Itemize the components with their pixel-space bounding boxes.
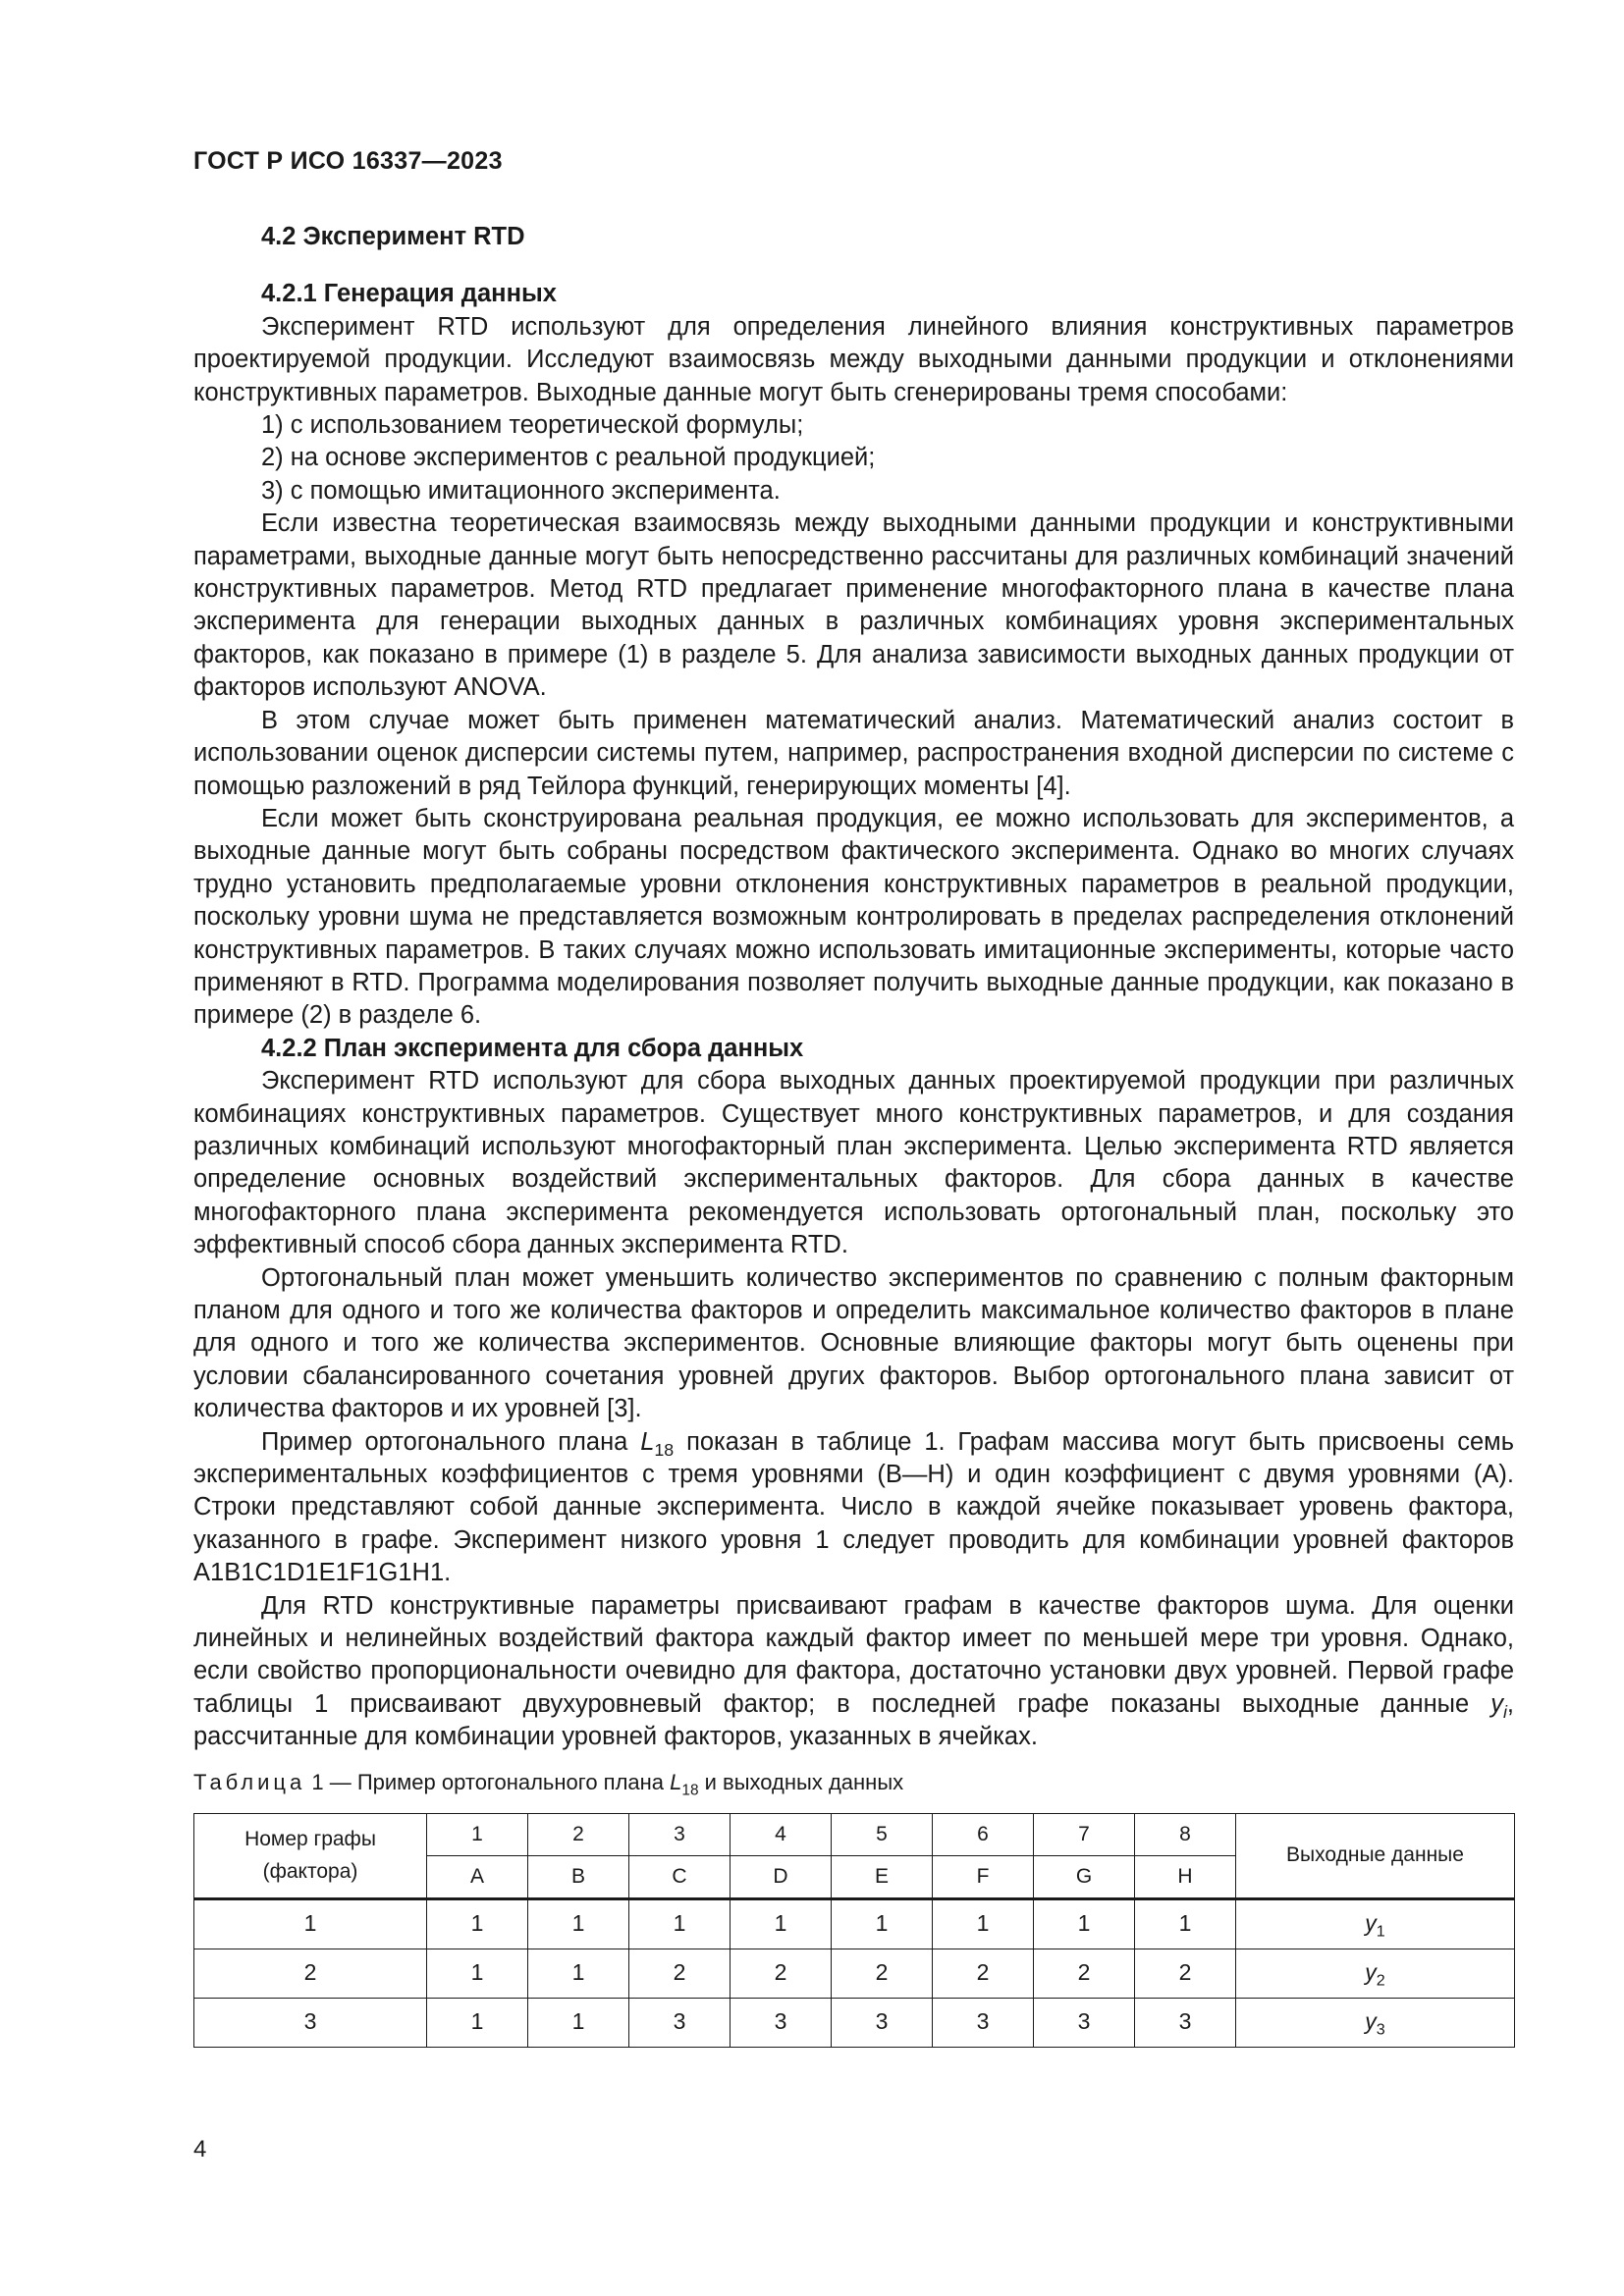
col-letter-cell: G: [1034, 1855, 1135, 1898]
paragraph: Эксперимент RTD используют для сбора выходных данных проектируемой продукции при различных комбинациях конструктивных параметров. Существует много конструктивных параметров, и для создания различных комбинаций используют многофакторный план эксперимента. Целью эксперимента RTD является определение основных воздействий экспериментальных факторов. Для сбора данных в качестве многофакторного плана эксперимента рекомендуется использовать ортогональный план, поскольку это эффективный способ сбора данных эксперимента RTD.: [193, 1067, 1514, 1259]
table-cell: 1: [528, 1998, 629, 2047]
paragraph: [193, 1426, 1514, 1590]
section-4-2-1-title: 4.2.1 Генерация данных: [261, 280, 557, 308]
output-subscript: 1: [1376, 1923, 1385, 1942]
table-cell: 1: [1034, 1898, 1135, 1949]
row-number-cell: 1: [194, 1898, 427, 1949]
math-subscript: 18: [681, 1782, 699, 1799]
text-fragment: Пример ортогонального плана: [261, 1427, 641, 1456]
math-symbol: L: [640, 1427, 655, 1456]
col-number-cell: 8: [1135, 1813, 1236, 1855]
math-symbol: y: [1490, 1689, 1503, 1718]
paragraph: В этом случае может быть применен математический анализ. Математический анализ состоит в использовании оценок дисперсии системы путем, например, распространения входной дисперсии по системе с помощью разложений в ряд Тейлора функций, генерирующих моменты [4].: [193, 706, 1514, 800]
table-cell: 1: [427, 1898, 528, 1949]
table-cell: 3: [1034, 1998, 1135, 2047]
column-header-output: Выходные данные: [1236, 1813, 1515, 1898]
table-cell: 3: [933, 1998, 1034, 2047]
list-item: 2) на основе экспериментов с реальной продукцией;: [261, 444, 876, 472]
col-letter-cell: F: [933, 1855, 1034, 1898]
table-row: [194, 1949, 1515, 1998]
paragraph: [193, 1590, 1514, 1754]
table-row: [194, 1898, 1515, 1949]
row-number-cell: 2: [194, 1949, 427, 1998]
table-cell: 3: [1135, 1998, 1236, 2047]
table-cell: 1: [933, 1898, 1034, 1949]
col-letter-cell: B: [528, 1855, 629, 1898]
output-cell: [1236, 1998, 1515, 2047]
col-number-cell: 2: [528, 1813, 629, 1855]
page-number: 4: [193, 2136, 207, 2163]
table-cell: 3: [731, 1998, 832, 2047]
col-number-cell: 7: [1034, 1813, 1135, 1855]
col-number-cell: 3: [629, 1813, 731, 1855]
math-symbol: L: [670, 1769, 682, 1794]
col-number-cell: 1: [427, 1813, 528, 1855]
col-letter-cell: E: [832, 1855, 933, 1898]
paragraph: Если может быть сконструирована реальная продукция, ее можно использовать для экспериментов, а выходные данные могут быть собраны посредством фактического эксперимента. Однако во многих случаях трудно установить предполагаемые уровни отклонения конструктивных параметров в реальной продукции, поскольку уровни шума не представляется возможным контролировать в пределах распределения отклонений конструктивных параметров. В таких случаях можно использовать имитационные эксперименты, которые часто применяют в RTD. Программа моделирования позволяет получить выходные данные продукции, как показано в примере (2) в разделе 6.: [193, 804, 1514, 1030]
output-symbol: y: [1365, 1959, 1377, 1986]
section-4-2-title: 4.2 Эксперимент RTD: [261, 223, 525, 250]
table-cell: 1: [832, 1898, 933, 1949]
col-letter-cell: H: [1135, 1855, 1236, 1898]
paragraph: Эксперимент RTD используют для определения линейного влияния конструктивных параметров проектируемой продукции. Исследуют взаимосвязь между выходными данными продукции и отклонениями конструктивных параметров. Выходные данные могут быть сгенерированы тремя способами:: [193, 312, 1514, 406]
output-subscript: 2: [1376, 1972, 1385, 1991]
col-letter-cell: D: [731, 1855, 832, 1898]
table-cell: 2: [832, 1949, 933, 1998]
caption-word: Таблица: [193, 1769, 306, 1794]
table-cell: 1: [427, 1998, 528, 2047]
orthogonal-plan-table: [193, 1813, 1515, 2048]
table-cell: 1: [731, 1898, 832, 1949]
table-cell: 2: [1135, 1949, 1236, 1998]
output-cell: [1236, 1949, 1515, 1998]
table-cell: 2: [629, 1949, 731, 1998]
table-header-row: [194, 1813, 1515, 1855]
paragraph: Если известна теоретическая взаимосвязь между выходными данными продукции и конструктивными параметрами, выходные данные могут быть непосредственно рассчитаны для различных комбинаций значений конструктивных параметров. Метод RTD предлагает применение многофакторного плана в качестве плана эксперимента для генерации выходных данных в различных комбинациях уровня экспериментальных факторов, как показано в примере (1) в разделе 5. Для анализа зависимости выходных данных продукции от факторов используют ANOVA.: [193, 509, 1514, 702]
text-fragment: показан в таблице 1. Графам массива могут быть присвоены семь экспериментальных коэффициентов с тремя уровнями (B—H) и один коэффициент с двумя уровнями (A). Строки представляют собой данные эксперимента. Число в каждой ячейке показывает уровень фактора, указанного в графе. Эксперимент низкого уровня 1 следует проводить для комбинации уровней факторов A1B1C1D1E1F1G1H1.: [193, 1427, 1514, 1587]
list-item: 3) с помощью имитационного эксперимента.: [261, 476, 781, 505]
text-fragment: , рассчитанные для комбинации уровней факторов, указанных в ячейках.: [193, 1689, 1514, 1751]
text-fragment: Для RTD конструктивные параметры присваивают графам в качестве факторов шума. Для оценки линейных и нелинейных воздействий фактора каждый фактор имеет по меньшей мере три уровня. Однако, если свойство пропорциональности очевидно для фактора, достаточно установки двух уровней. Первой графе таблицы 1 присваивают двухуровневый фактор; в последней графе показаны выходные данные: [193, 1591, 1514, 1718]
table-cell: 1: [1135, 1898, 1236, 1949]
table-cell: 3: [629, 1998, 731, 2047]
table-cell: 2: [933, 1949, 1034, 1998]
document-id-header: ГОСТ Р ИСО 16337—2023: [193, 147, 503, 175]
table-cell: 1: [528, 1949, 629, 1998]
table-cell: 3: [832, 1998, 933, 2047]
caption-text: и выходных данных: [698, 1769, 904, 1794]
caption-text: 1 — Пример ортогонального плана: [305, 1769, 671, 1794]
table-cell: 2: [731, 1949, 832, 1998]
col-number-cell: 6: [933, 1813, 1034, 1855]
list-item: 1) с использованием теоретической формулы;: [261, 411, 804, 440]
section-4-2-2-title: 4.2.2 План эксперимента для сбора данных: [261, 1034, 804, 1062]
col-number-cell: 5: [832, 1813, 933, 1855]
math-subscript-letter: i: [1502, 1702, 1507, 1723]
output-cell: [1236, 1898, 1515, 1949]
table-row: [194, 1998, 1515, 2047]
row-number-cell: 3: [194, 1998, 427, 2047]
col-number-cell: 4: [731, 1813, 832, 1855]
table-cell: 1: [427, 1949, 528, 1998]
col-letter-cell: C: [629, 1855, 731, 1898]
output-subscript: 3: [1376, 2021, 1385, 2040]
output-symbol: y: [1365, 2008, 1377, 2035]
col-letter-cell: A: [427, 1855, 528, 1898]
column-header-factor: Номер графы (фактора): [194, 1813, 427, 1898]
table-caption: [193, 1768, 1514, 1797]
table-cell: 1: [629, 1898, 731, 1949]
paragraph: Ортогональный план может уменьшить количество экспериментов по сравнению с полным факторным планом для одного и того же количества факторов и определить максимальное количество факторов в плане для одного и того же количества экспериментов. Основные влияющие факторы могут быть оценены при условии сбалансированного сочетания уровней других факторов. Выбор ортогонального плана зависит от количества факторов и их уровней [3].: [193, 1263, 1514, 1423]
table-cell: 2: [1034, 1949, 1135, 1998]
output-symbol: y: [1365, 1910, 1377, 1937]
page-content: [193, 221, 1514, 2048]
table-cell: 1: [528, 1898, 629, 1949]
math-subscript: 18: [654, 1439, 675, 1460]
